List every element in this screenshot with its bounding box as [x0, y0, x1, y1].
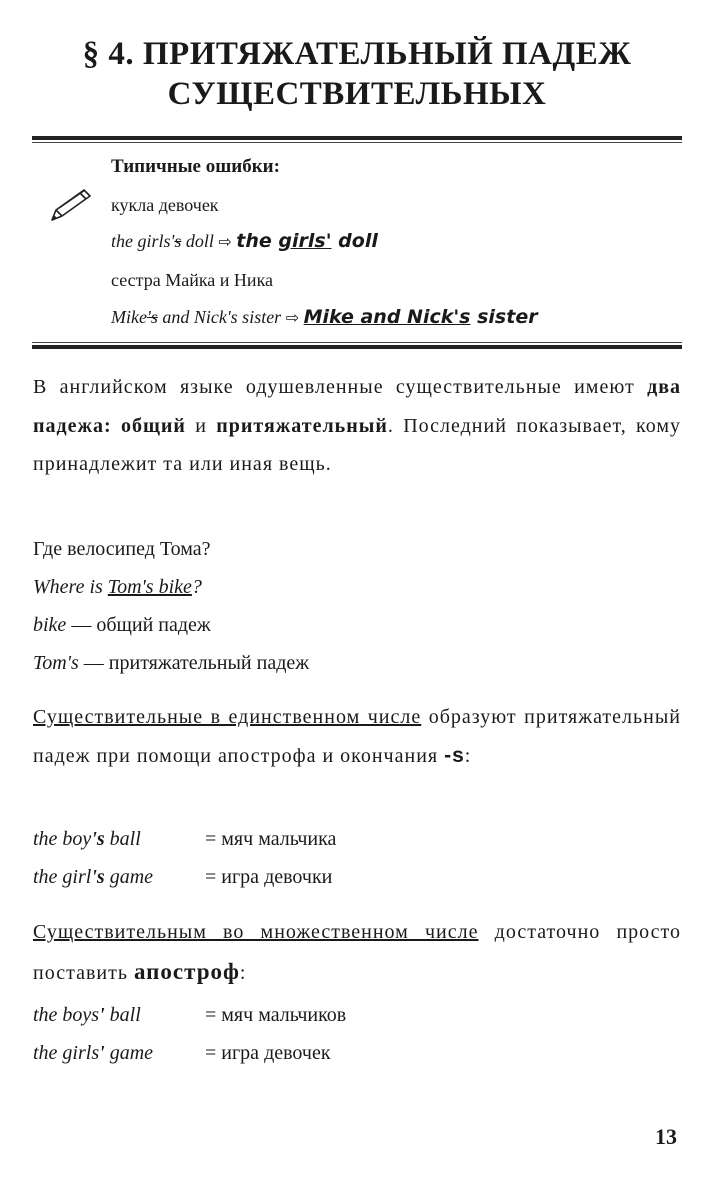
example-english-question	[33, 576, 202, 599]
term-2-desc: — притяжательный падеж	[78, 652, 310, 674]
singular-example-2	[33, 866, 332, 889]
singular-underlined: Существительные в единственном числе	[33, 706, 422, 728]
error-1-wrong-suffix: doll	[181, 231, 214, 251]
error-2-correct-underlined: Mike and Nick's	[303, 306, 471, 328]
page-number: 13	[655, 1124, 677, 1149]
error-2-arrow-icon: ⇨	[285, 308, 300, 327]
error-1-correct	[236, 230, 378, 252]
plural-example-1	[33, 1004, 346, 1027]
example-russian-question: Где велосипед Тома?	[33, 538, 211, 560]
plural-example-2	[33, 1042, 331, 1065]
error-1-arrow-icon: ⇨	[218, 232, 232, 251]
top-divider	[32, 136, 682, 143]
sing-ex-2-suffix: game	[104, 866, 154, 888]
term-2: Tom's	[33, 652, 79, 674]
sing-ex-2-eq: = игра девочки	[205, 866, 333, 888]
error-2-english	[111, 306, 538, 328]
singular-colon: :	[464, 744, 472, 767]
error-2-correct-suffix: sister	[470, 306, 538, 328]
plur-ex-2-suffix: game	[104, 1042, 154, 1064]
error-2-russian: сестра Майка и Ника	[111, 270, 274, 290]
plural-rest: достаточно просто поставить	[33, 921, 682, 984]
error-2-correct	[304, 306, 538, 328]
error-1-wrong-prefix: the girls'	[111, 231, 175, 251]
errors-heading: Типичные ошибки:	[111, 156, 280, 177]
error-1-russian: кукла девочек	[111, 195, 219, 215]
plural-rule-paragraph	[33, 912, 681, 993]
singular-example-1	[33, 828, 336, 851]
sing-ex-2-prefix: the girl	[33, 866, 92, 888]
sing-ex-1-suffix: ball	[104, 828, 141, 850]
term-1: bike	[33, 614, 67, 636]
plur-ex-1-bold: '	[99, 1004, 105, 1026]
example-en-prefix: Where is	[33, 576, 108, 598]
intro-text-3: . Последний показывает, кому принадлежит та или иная вещь.	[33, 414, 681, 475]
singular-rest: образуют притяжательный падеж при помощи апострофа и окончания	[33, 706, 681, 767]
example-en-underlined: Tom's bike	[107, 576, 192, 598]
example-en-suffix: ?	[191, 576, 202, 598]
sing-ex-1-prefix: the boy	[33, 828, 92, 850]
plur-ex-1-eq: = мяч мальчиков	[205, 1004, 347, 1026]
plur-ex-1-suffix: ball	[104, 1004, 141, 1026]
singular-rule-paragraph	[33, 698, 681, 775]
plur-ex-2-bold: '	[99, 1042, 105, 1064]
plural-underlined: Существительным во множественном числе	[33, 921, 479, 943]
plur-ex-2-eq: = игра девочек	[205, 1042, 331, 1064]
plural-bold: апостроф	[133, 959, 240, 984]
intro-text-2: и	[185, 414, 217, 437]
bottom-divider	[32, 342, 682, 349]
error-1-wrong-struck: s	[174, 231, 182, 251]
sing-ex-1-bold: 's	[91, 828, 105, 850]
sing-ex-2-bold: 's	[91, 866, 105, 888]
error-2-wrong-struck: 's	[146, 307, 158, 327]
plur-ex-2-prefix: the girls	[33, 1042, 100, 1064]
plural-colon: :	[239, 962, 247, 984]
term-common-case	[33, 614, 211, 637]
intro-paragraph	[33, 368, 681, 484]
section-title	[0, 34, 714, 114]
error-1-correct-prefix: the	[236, 230, 279, 252]
intro-bold-1: два падежа: общий	[33, 376, 681, 437]
intro-bold-2: притяжательный	[216, 414, 388, 437]
term-1-desc: — общий падеж	[66, 614, 211, 636]
error-1-english	[111, 230, 378, 252]
error-1-correct-underlined: girls'	[278, 230, 332, 252]
intro-text-1: В английском языке одушевленные существительные имеют	[33, 376, 648, 398]
section-title-line-2: СУЩЕСТВИТЕЛЬНЫХ	[167, 76, 547, 112]
singular-ending: -s	[444, 743, 465, 767]
plur-ex-1-prefix: the boys	[33, 1004, 100, 1026]
error-2-wrong-suffix: and Nick's sister	[157, 307, 282, 327]
error-2-wrong-prefix: Mike	[111, 307, 147, 327]
error-1-correct-suffix: doll	[331, 230, 378, 252]
pencil-icon	[46, 186, 94, 224]
section-title-line-1: § 4. ПРИТЯЖАТЕЛЬНЫЙ ПАДЕЖ	[82, 36, 632, 72]
sing-ex-1-eq: = мяч мальчика	[205, 828, 337, 850]
term-possessive-case	[33, 652, 309, 675]
